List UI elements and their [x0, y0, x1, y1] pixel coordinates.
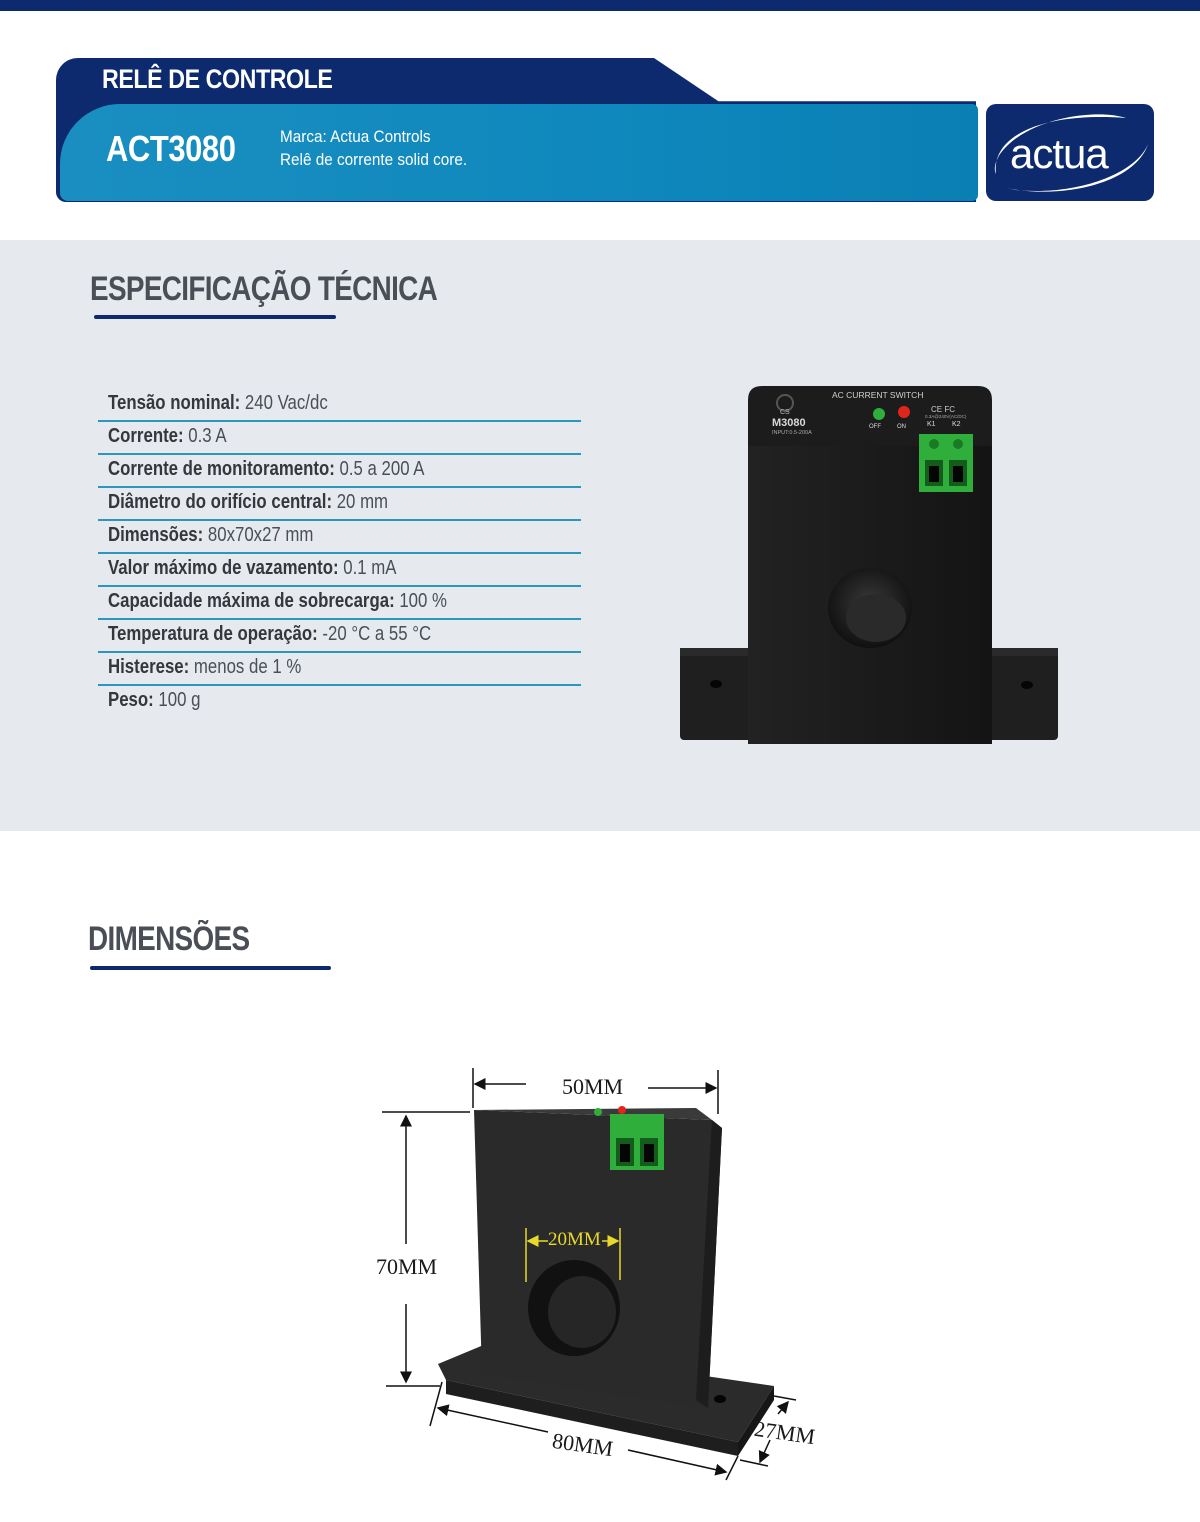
spec-row — [98, 422, 581, 455]
spec-label: Capacidade máxima de sobrecarga: — [108, 590, 395, 612]
length-dimension-label: 80MM — [550, 1427, 615, 1462]
product-description: Relê de corrente solid core. — [280, 150, 468, 169]
mount-hole-left — [710, 680, 722, 688]
width-dimension-label: 50MM — [562, 1074, 624, 1099]
dimensions-title-underline — [90, 966, 331, 970]
spec-value: 80x70x27 mm — [203, 524, 314, 546]
spec-value: 100 % — [394, 590, 447, 612]
spec-label: Tensão nominal: — [108, 392, 241, 414]
depth-dimension-label: 27MM — [752, 1415, 817, 1450]
spec-label: Valor máximo de vazamento: — [108, 557, 339, 579]
dimensions-title: DIMENSÕES — [88, 920, 250, 958]
actua-logo — [986, 104, 1154, 201]
device-model-label: M3080 — [772, 417, 806, 429]
model-code: ACT3080 — [106, 128, 236, 169]
input-label: INPUT:0.5-200A — [772, 430, 812, 436]
spec-list — [98, 389, 581, 717]
spec-value: -20 °C a 55 °C — [317, 623, 432, 645]
spec-row — [98, 587, 581, 620]
rating-label: 0.3A@240V(AC/DC) — [925, 414, 967, 419]
height-dimension-label: 70MM — [376, 1254, 438, 1279]
spec-label: Corrente: — [108, 425, 184, 447]
spec-value: 0.1 mA — [338, 557, 397, 579]
k1-label: K1 — [927, 421, 936, 428]
spec-row — [98, 455, 581, 488]
spec-label: Diâmetro do orifício central: — [108, 491, 333, 513]
spec-title: ESPECIFICAÇÃO TÉCNICA — [90, 270, 438, 308]
spec-row — [98, 488, 581, 521]
led-on-icon — [898, 406, 910, 418]
off-label: OFF — [869, 424, 881, 430]
spec-label: Histerese: — [108, 656, 190, 678]
spec-label: Peso: — [108, 689, 154, 711]
spec-value: 20 mm — [332, 491, 389, 513]
spec-row — [98, 389, 581, 422]
category-title: RELÊ DE CONTROLE — [102, 64, 333, 94]
spec-row — [98, 521, 581, 554]
spec-value: 100 g — [153, 689, 201, 711]
brand-line: Marca: Actua Controls — [280, 127, 431, 146]
spec-title-underline — [94, 315, 336, 319]
spec-value: menos de 1 % — [189, 656, 302, 678]
led-off-icon — [873, 408, 885, 420]
spec-row — [98, 620, 581, 653]
switch-label: AC CURRENT SWITCH — [832, 390, 924, 400]
spec-row — [98, 686, 581, 717]
product-photo — [676, 380, 1062, 744]
spec-label: Temperatura de operação: — [108, 623, 318, 645]
mount-hole-right — [1021, 681, 1033, 689]
logo-wordmark: actua — [1010, 130, 1108, 177]
spec-value: 0.3 A — [183, 425, 227, 447]
spec-label: Corrente de monitoramento: — [108, 458, 335, 480]
spec-value: 240 Vac/dc — [240, 392, 328, 414]
hole-dimension-label: 20MM — [548, 1229, 601, 1250]
cert-label: CE FC — [931, 405, 955, 414]
spec-value: 0.5 a 200 A — [334, 458, 425, 480]
cs-label: CS — [780, 409, 790, 416]
spec-row — [98, 554, 581, 587]
spec-label: Dimensões: — [108, 524, 204, 546]
top-strip — [0, 0, 1200, 11]
k2-label: K2 — [952, 421, 961, 428]
on-label: ON — [897, 424, 906, 430]
spec-row — [98, 653, 581, 686]
